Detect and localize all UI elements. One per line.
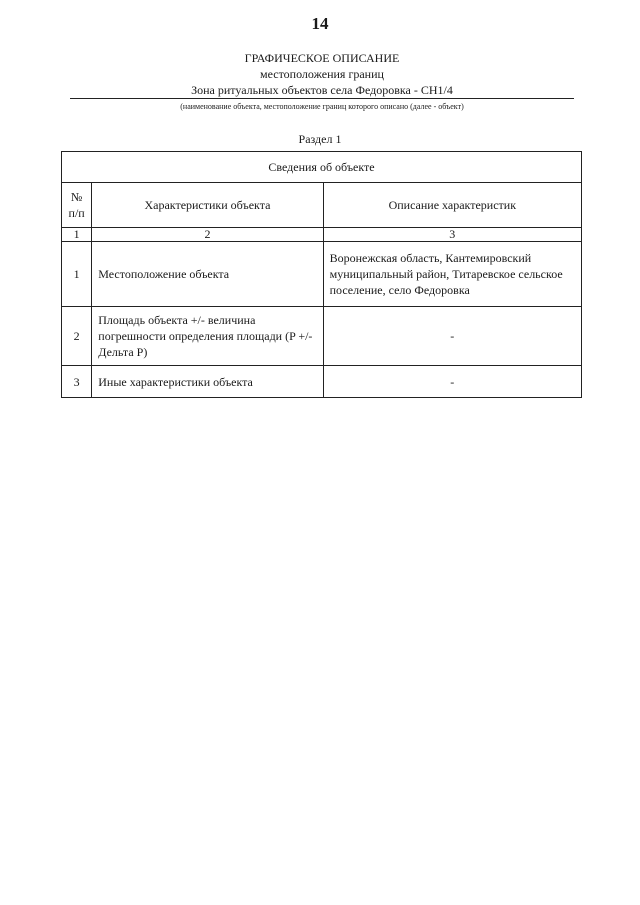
column-header-description: Описание характеристик [323, 183, 581, 228]
table-caption: Сведения об объекте [62, 152, 582, 183]
row-description: - [323, 366, 581, 398]
object-name-caption: (наименование объекта, местоположение границ которого описано (далее - объект) [180, 102, 464, 111]
column-header-number: № п/п [62, 183, 92, 228]
document-header [70, 50, 574, 113]
section-label: Раздел 1 [298, 132, 342, 146]
page-number: 14 [311, 14, 329, 33]
row-characteristic: Иные характеристики объекта [92, 366, 323, 398]
row-description: - [323, 307, 581, 366]
column-number-3: 3 [323, 228, 581, 242]
row-characteristic: Площадь объекта +/- величина погрешности определения площади (P +/- Дельта P) [92, 307, 323, 366]
table-row [62, 242, 582, 307]
column-header-characteristic: Характеристики объекта [92, 183, 323, 228]
object-info-table [61, 151, 582, 398]
row-number: 3 [62, 366, 92, 398]
table-row [62, 307, 582, 366]
row-number: 2 [62, 307, 92, 366]
column-number-1: 1 [62, 228, 92, 242]
row-number: 1 [62, 242, 92, 307]
row-characteristic: Местоположение объекта [92, 242, 323, 307]
document-subtitle: местоположения границ [260, 67, 384, 81]
document-title: ГРАФИЧЕСКОЕ ОПИСАНИЕ [244, 51, 400, 65]
row-description: Воронежская область, Кантемировский муниципальный район, Титаревское сельское поселение, село Федоровка [323, 242, 581, 307]
object-name: Зона ритуальных объектов села Федоровка - СН1/4 [70, 82, 574, 99]
column-number-2: 2 [92, 228, 323, 242]
table-row [62, 366, 582, 398]
